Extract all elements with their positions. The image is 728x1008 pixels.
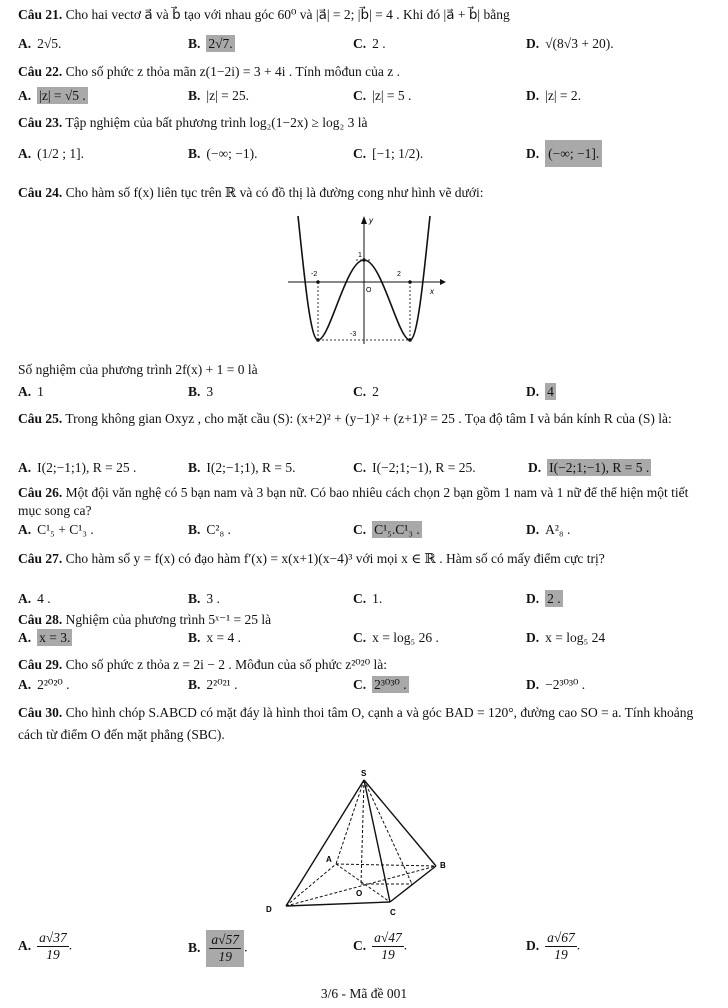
- option-b[interactable]: 2²⁰²¹ .: [206, 677, 238, 692]
- center-o: O: [356, 889, 363, 898]
- option-a[interactable]: C¹₅ + C¹₃ .: [37, 522, 94, 537]
- label-neg2: -2: [311, 271, 318, 278]
- option-d-highlighted[interactable]: 2 .: [547, 591, 561, 606]
- option-label: D.: [526, 591, 540, 606]
- option-label: D.: [526, 384, 540, 399]
- question-text: Cho số phức z thỏa z = 2i − 2 . Môđun của số phức z²⁰²⁰ là:: [65, 657, 387, 672]
- question-number: Câu 28.: [18, 612, 63, 627]
- option-label: A.: [18, 522, 32, 537]
- option-label: B.: [188, 522, 201, 537]
- question-26: [18, 484, 706, 520]
- option-d-highlighted[interactable]: I(−2;1;−1), R = 5 .: [549, 460, 650, 475]
- option-c[interactable]: C. $\frac{a√47}{19}$ .: [353, 930, 408, 962]
- option-label: A.: [18, 591, 32, 606]
- option-a[interactable]: 4 .: [37, 591, 51, 606]
- option-b[interactable]: I(2;−1;1), R = 5.: [206, 460, 296, 475]
- question-number: Câu 30.: [18, 705, 63, 720]
- option-label: B.: [188, 939, 201, 955]
- question-text: Một đội văn nghệ có 5 bạn nam và 3 bạn nữ. Có bao nhiêu cách chọn 2 bạn gồm 1 nam và 1 nữ để thể hiện một tiết mục song ca?: [18, 485, 689, 518]
- option-a[interactable]: I(2;−1;1), R = 25 .: [37, 460, 137, 475]
- question-number: Câu 25.: [18, 411, 63, 426]
- question-29: [18, 656, 706, 674]
- option-c[interactable]: 2: [372, 384, 379, 399]
- option-c-highlighted[interactable]: 2³⁰³⁰ .: [374, 677, 407, 692]
- option-b-highlighted[interactable]: 2√7.: [208, 36, 233, 51]
- option-label: A.: [18, 88, 32, 103]
- question-number: Câu 21.: [18, 7, 63, 22]
- option-b[interactable]: C²₈ .: [206, 522, 231, 537]
- option-c[interactable]: I(−2;1;−1), R = 25.: [372, 460, 476, 475]
- option-label: C.: [353, 88, 367, 103]
- vertex-b: B: [440, 861, 446, 870]
- fraction-denominator: 19: [554, 947, 568, 962]
- label-two: 2: [397, 271, 401, 278]
- option-c[interactable]: 2 .: [372, 36, 386, 51]
- question-text: Nghiệm của phương trình 5ˣ⁻¹ = 25 là: [65, 612, 272, 627]
- question-22: [18, 63, 706, 81]
- fraction-numerator: a√37: [39, 930, 67, 945]
- label-o: O: [366, 287, 372, 294]
- option-d[interactable]: |z| = 2.: [545, 88, 582, 103]
- option-d[interactable]: D. $\frac{a√67}{19}$ .: [526, 930, 581, 962]
- options-26: [18, 522, 708, 544]
- option-label: B.: [188, 677, 201, 692]
- vertex-a: A: [326, 855, 332, 864]
- option-label: A.: [18, 36, 32, 51]
- fraction-denominator: 19: [381, 947, 395, 962]
- fraction-numerator: a√47: [374, 930, 402, 945]
- option-label: D.: [526, 36, 540, 51]
- option-b-highlighted[interactable]: B. $\frac{a√57}{19}$ .: [188, 930, 247, 967]
- question-24-ask: [18, 361, 706, 379]
- options-27: [18, 591, 708, 613]
- option-label: D.: [528, 460, 542, 475]
- option-c[interactable]: [−1; 1/2).: [372, 146, 424, 161]
- option-label: C.: [353, 146, 367, 161]
- question-text: Cho hình chóp S.ABCD có mặt đáy là hình thoi tâm O, cạnh a và góc BAD = 120°, đường cao SO = a. Tính khoảng cách từ điểm O đến mặt phẳng (SBC).: [18, 705, 694, 742]
- question-25: [18, 408, 706, 430]
- option-label: B.: [188, 460, 201, 475]
- option-label: D.: [526, 677, 540, 692]
- option-label: B.: [188, 88, 201, 103]
- option-c-highlighted[interactable]: C¹₅.C¹₃ .: [374, 522, 420, 537]
- option-b[interactable]: |z| = 25.: [206, 88, 250, 103]
- question-text: Cho hàm số y = f(x) có đạo hàm f′(x) = x(x+1)(x−4)³ với mọi x ∈ ℝ . Hàm số có mấy điểm cực trị?: [65, 551, 605, 566]
- option-a[interactable]: 2√5.: [37, 36, 62, 51]
- fraction-denominator: 19: [46, 947, 60, 962]
- option-label: A.: [18, 677, 32, 692]
- option-a-highlighted[interactable]: x = 3.: [39, 630, 71, 645]
- option-c[interactable]: 1.: [372, 591, 383, 606]
- options-23: [18, 146, 708, 176]
- option-a[interactable]: A. $\frac{a√37}{19}$ .: [18, 930, 73, 962]
- option-c[interactable]: x = log₅ 26 .: [372, 630, 439, 645]
- question-text: Trong không gian Oxyz , cho mặt cầu (S): (x+2)² + (y−1)² + (z+1)² = 25 . Tọa độ tâm I và bán kính R của (S) là:: [65, 411, 672, 426]
- options-21: [18, 36, 708, 58]
- y-axis-arrow-icon: [361, 216, 367, 224]
- option-label: A.: [18, 937, 32, 953]
- question-23: [18, 114, 706, 132]
- x-axis-arrow-icon: [440, 279, 446, 285]
- option-b[interactable]: 3 .: [206, 591, 220, 606]
- question-21: [18, 6, 706, 24]
- option-d-highlighted[interactable]: (−∞; −1].: [545, 140, 602, 167]
- question-28: [18, 611, 706, 629]
- option-a[interactable]: (1/2 ; 1].: [37, 146, 84, 161]
- option-label: B.: [188, 36, 201, 51]
- option-label: B.: [188, 384, 201, 399]
- option-label: C.: [353, 384, 367, 399]
- question-number: Câu 29.: [18, 657, 63, 672]
- question-number: Câu 22.: [18, 64, 63, 79]
- option-label: C.: [353, 937, 367, 953]
- page-footer: 3/6 - Mã đề 001: [320, 986, 408, 1001]
- option-label: C.: [353, 36, 367, 51]
- option-label: B.: [188, 591, 201, 606]
- question-24: [18, 184, 706, 202]
- question-number: Câu 24.: [18, 185, 63, 200]
- vertex-c: C: [390, 908, 396, 917]
- option-b[interactable]: 3: [206, 384, 214, 399]
- option-label: A.: [18, 384, 32, 399]
- options-22: [18, 88, 708, 110]
- options-28: [18, 630, 708, 652]
- option-d[interactable]: √(8√3 + 20).: [545, 36, 614, 51]
- fraction-numerator: a√67: [547, 930, 575, 945]
- question-text: Cho số phức z thỏa mãn z(1−2i) = 3 + 4i . Tính môđun của z .: [65, 64, 400, 79]
- label-neg3: -3: [350, 331, 357, 338]
- option-label: C.: [353, 630, 367, 645]
- question-number: Câu 27.: [18, 551, 63, 566]
- option-label: C.: [353, 460, 367, 475]
- fraction-numerator: a√57: [211, 932, 240, 947]
- fraction-denominator: 19: [218, 949, 232, 964]
- options-29: [18, 677, 708, 699]
- question-number: Câu 26.: [18, 485, 63, 500]
- label-one: 1: [358, 252, 362, 259]
- option-label: B.: [188, 630, 201, 645]
- option-label: D.: [526, 146, 540, 161]
- option-d[interactable]: x = log₅ 24: [545, 630, 606, 645]
- options-30: [18, 928, 708, 972]
- question-30: [18, 702, 706, 746]
- option-label: D.: [526, 88, 540, 103]
- question-number: Câu 23.: [18, 115, 63, 130]
- option-label: B.: [188, 146, 201, 161]
- option-b[interactable]: x = 4 .: [206, 630, 242, 645]
- pyramid-figure: [258, 766, 468, 926]
- option-label: C.: [353, 677, 367, 692]
- option-a[interactable]: 1: [37, 384, 44, 399]
- label-x: x: [430, 287, 434, 296]
- option-label: C.: [353, 591, 367, 606]
- option-a[interactable]: 2²⁰²⁰ .: [37, 677, 70, 692]
- options-25: [18, 460, 708, 482]
- option-label: A.: [18, 460, 32, 475]
- option-label: C.: [353, 522, 367, 537]
- question-text: Cho hai vectơ a⃗ và b⃗ tạo với nhau góc 60⁰ và |a⃗| = 2; |b⃗| = 4 . Khi đó |a⃗ + b⃗| bằng: [65, 7, 510, 22]
- question-text: Tập nghiệm của bất phương trình log₂(1−2x) ≥ log₂ 3 là: [65, 115, 368, 130]
- question-text: Số nghiệm của phương trình 2f(x) + 1 = 0 là: [18, 362, 258, 377]
- option-label: D.: [526, 630, 540, 645]
- question-text: Cho hàm số f(x) liên tục trên ℝ và có đồ thị là đường cong như hình vẽ dưới:: [65, 185, 484, 200]
- option-b[interactable]: (−∞; −1).: [206, 146, 258, 161]
- option-c[interactable]: |z| = 5 .: [372, 88, 412, 103]
- function-graph: [280, 212, 450, 352]
- option-a-highlighted[interactable]: |z| = √5 .: [39, 88, 86, 103]
- label-y: y: [369, 216, 373, 225]
- option-label: D.: [526, 937, 540, 953]
- option-d[interactable]: A²₈ .: [545, 522, 571, 537]
- options-24: [18, 384, 708, 406]
- option-label: A.: [18, 630, 32, 645]
- option-d[interactable]: −2³⁰³⁰ .: [545, 677, 586, 692]
- vertex-s: S: [361, 769, 367, 778]
- question-27: [18, 548, 706, 569]
- option-label: A.: [18, 146, 32, 161]
- vertex-d: D: [266, 905, 272, 914]
- option-label: D.: [526, 522, 540, 537]
- option-d-highlighted[interactable]: 4: [547, 384, 554, 399]
